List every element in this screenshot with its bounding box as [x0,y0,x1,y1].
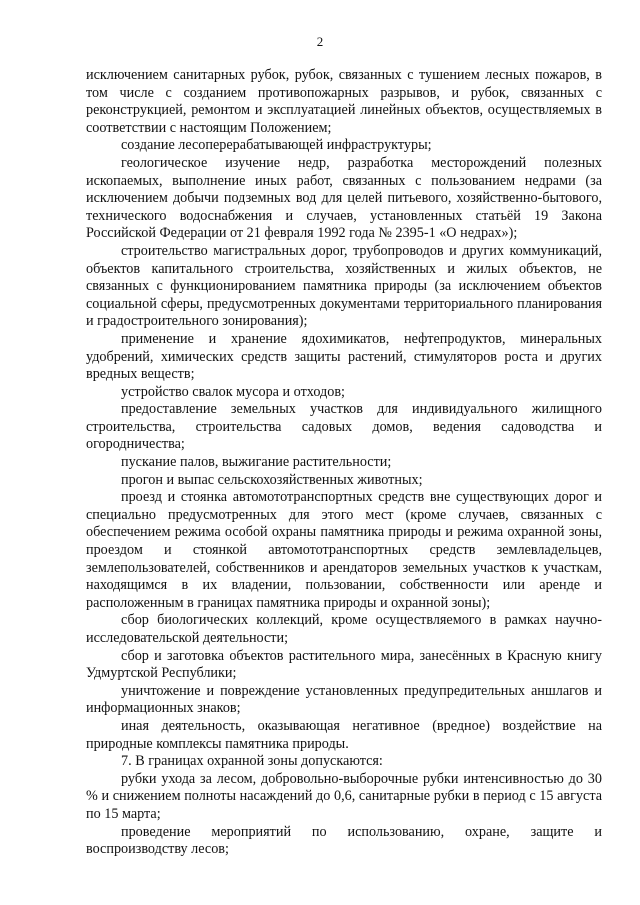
paragraph: устройство свалок мусора и отходов; [121,383,345,400]
paragraph: 7. В границах охранной зоны допускаются: [121,753,383,770]
paragraph: применение и хранение ядохимикатов, нефтепродуктов, минеральных удобрений, химических средств защиты растений, стимуляторов роста и других вредных веществ; [86,330,602,383]
paragraph: сбор биологических коллекций, кроме осуществляемого в рамках научно-исследовательской деятельности; [86,612,602,646]
paragraph: пускание палов, выжигание растительности; [121,454,392,471]
paragraph: создание лесоперерабатывающей инфраструктуры; [121,137,432,154]
page-number: 2 [316,34,324,49]
paragraph: проезд и стоянка автомототранспортных средств вне существующих дорог и специально предусмотренных для этого мест (кроме случаев, связанных с обеспечением режима особой охраны памятника природы и режима охранной зоны, проездом и стоянкой автомототранспортных средств землевладельцев, землепользователей, собственников и арендаторов земельных участков к участкам, находящимся в их владении, пользовании, собственности или аренде и расположенным в границах памятника природы и охранной зоны); [86,489,602,611]
paragraph: уничтожение и повреждение установленных предупредительных аншлагов и информационных знаков; [86,682,602,717]
document-body [86,67,602,859]
paragraph: исключением санитарных рубок, рубок, связанных с тушением лесных пожаров, в том числе с созданием противопожарных разрывов, и рубок, связанных с реконструкцией, ремонтом и эксплуатацией линейных объектов, осуществляемых в соответствии с настоящим Положением; [86,67,602,136]
paragraph: геологическое изучение недр, разработка месторождений полезных ископаемых, выполнение иных работ, связанных с пользованием недрами (за исключением добычи подземных вод для целей питьевого, хозяйственно-бытового, технического водоснабжения и случаев, установленных статьёй 19 Закона Российской Федерации от 21 февраля 1992 года № 2395-1 «О недрах»); [86,154,602,242]
paragraph: предоставление земельных участков для индивидуального жилищного строительства, строительства садовых домов, ведения садоводства и огородничества; [86,401,602,453]
paragraph: рубки ухода за лесом, добровольно-выборочные рубки интенсивностью до 30 % и снижением полноты насаждений до 0,6, санитарные рубки в период с 15 августа по 15 марта; [86,770,602,822]
paragraph: прогон и выпас сельскохозяйственных животных; [121,471,423,488]
paragraph: сбор и заготовка объектов растительного мира, занесённых в Красную книгу Удмуртской Республики; [86,647,602,682]
paragraph: иная деятельность, оказывающая негативное (вредное) воздействие на природные комплексы памятника природы. [86,717,602,752]
paragraph: проведение мероприятий по использованию, охране, защите и воспроизводству лесов; [86,823,602,858]
paragraph: строительство магистральных дорог, трубопроводов и других коммуникаций, объектов капитального строительства, хозяйственных и жилых объектов, не связанных с функционированием памятника природы (за исключением объектов социальной сферы, предусмотренных документами территориального планирования и градостроительного зонирования); [86,242,602,330]
